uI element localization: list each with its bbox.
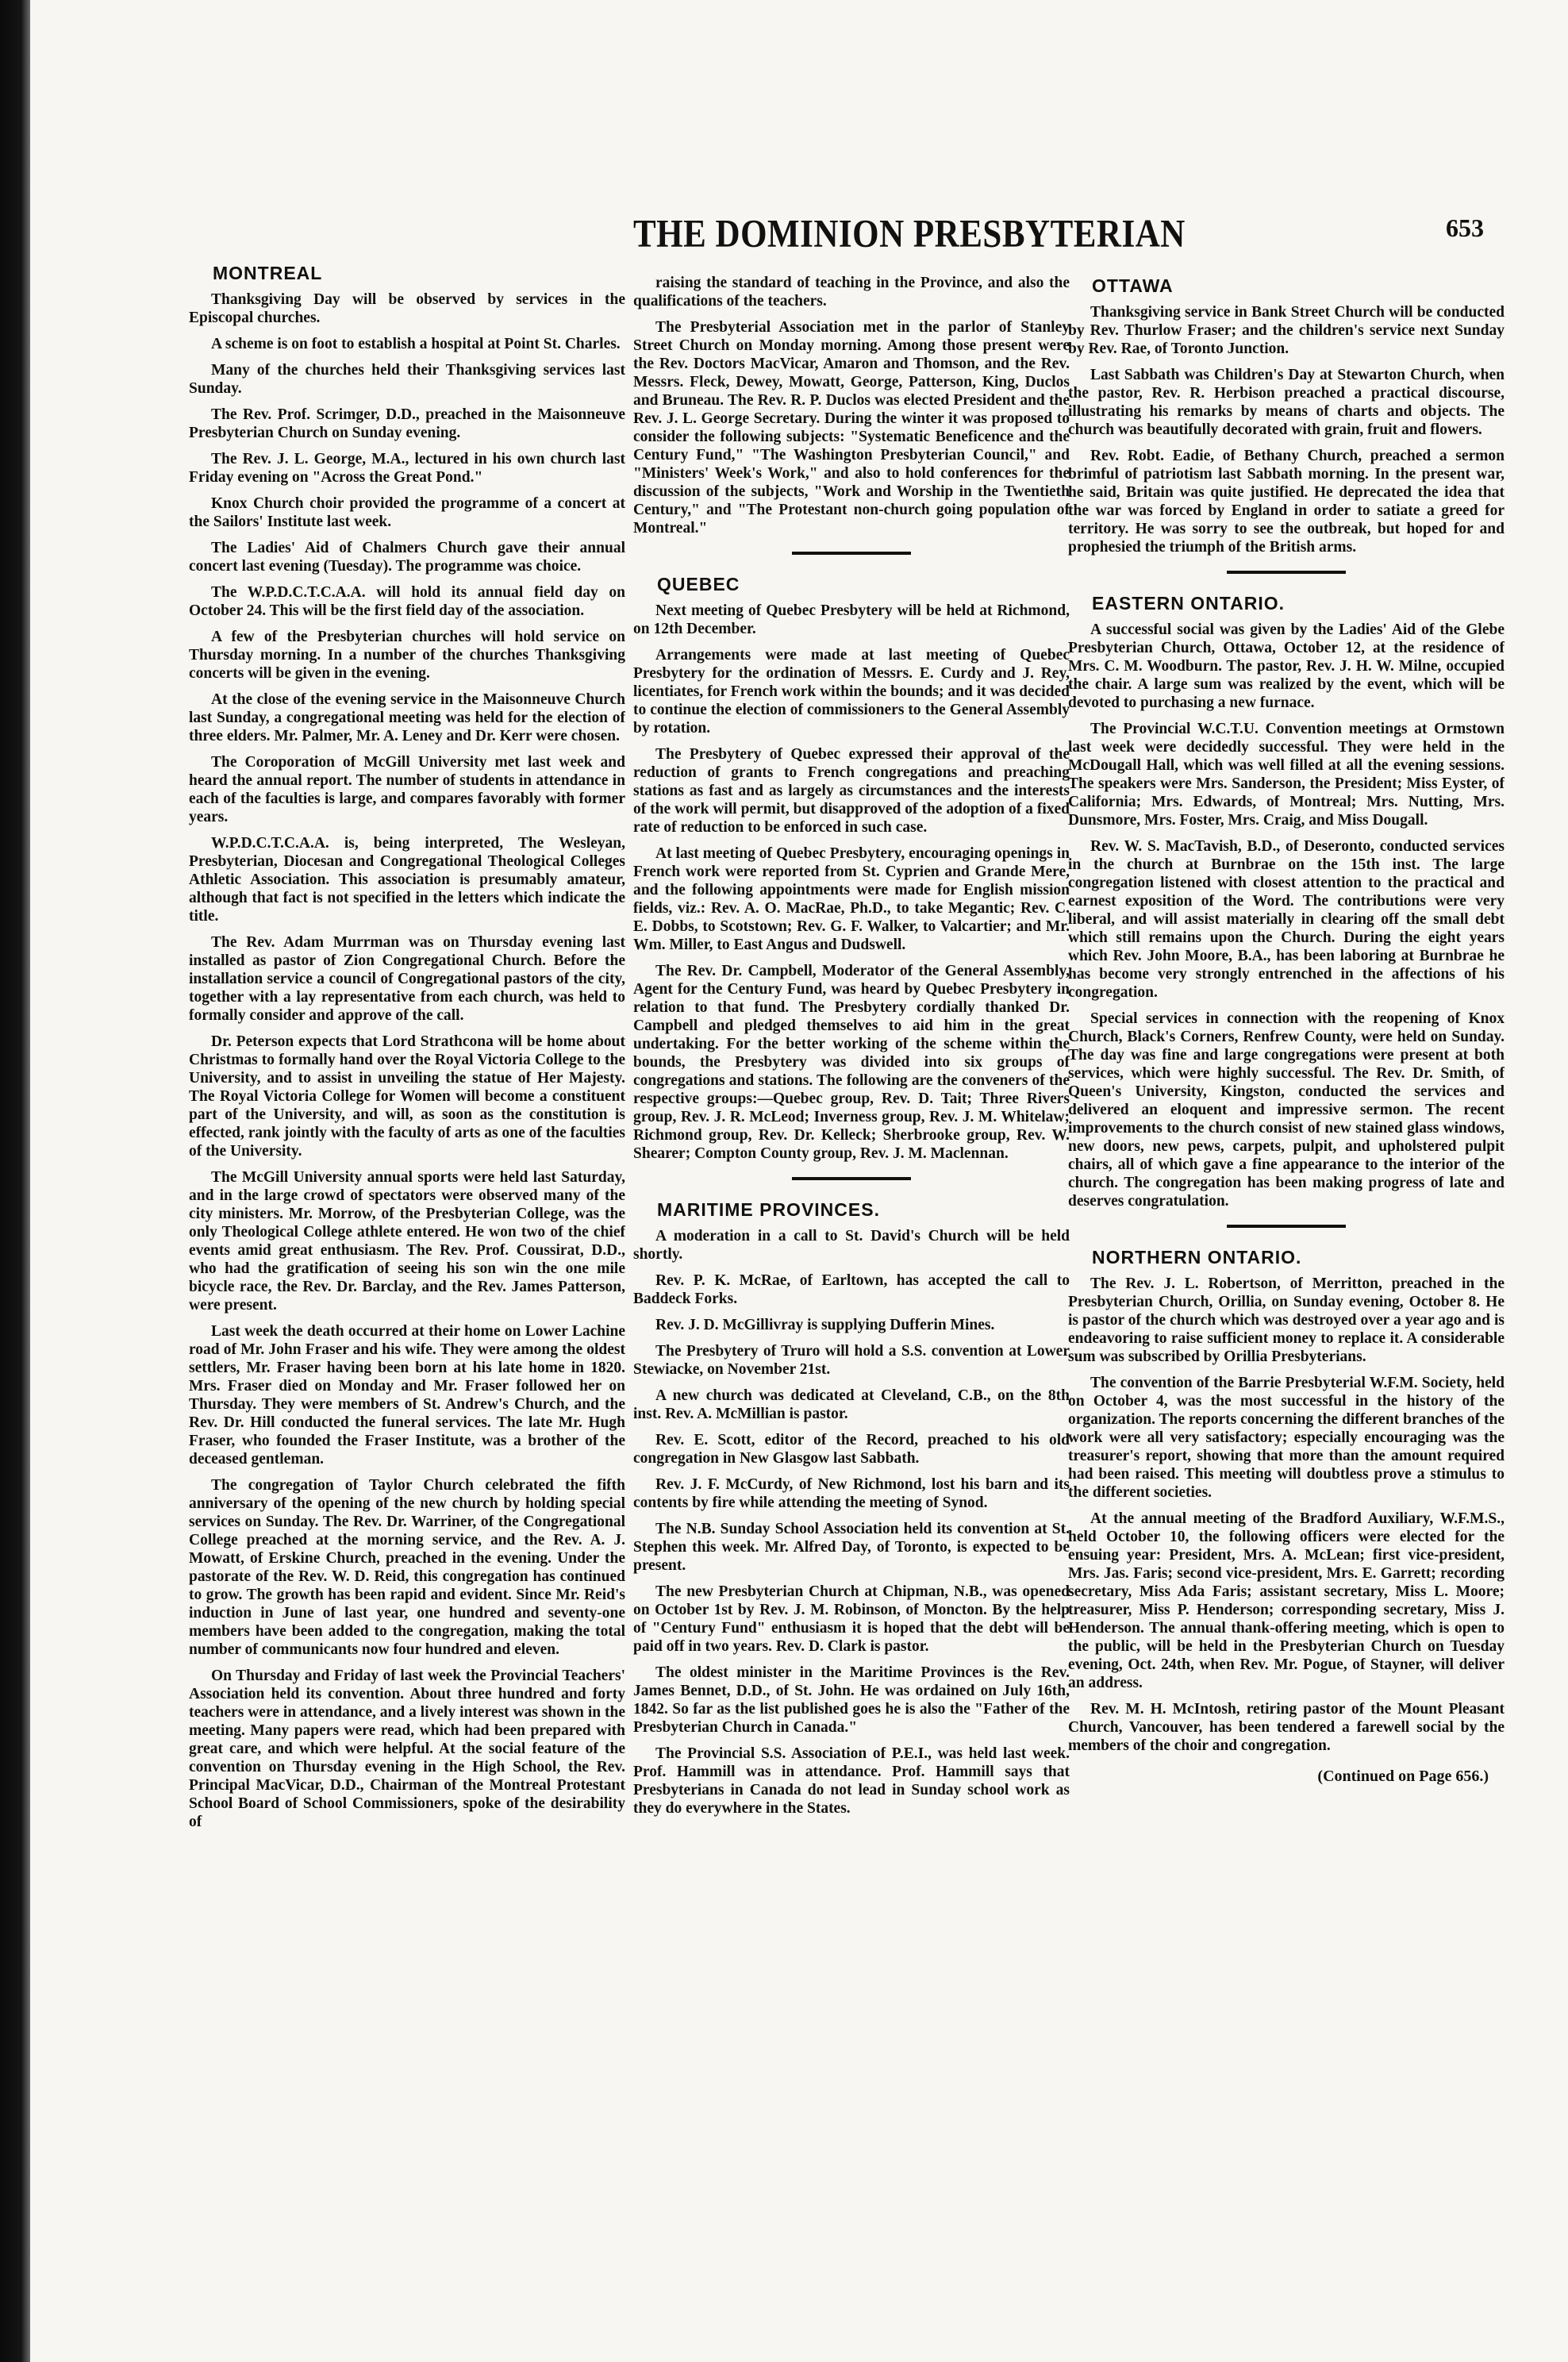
news-paragraph: The Presbytery of Truro will hold a S.S. convention at Lower Stewiacke, on November 21st. xyxy=(633,1343,1070,1378)
news-paragraph: The Ladies' Aid of Chalmers Church gave their annual concert last evening (Tuesday). The programme was choice. xyxy=(189,540,625,575)
news-paragraph: Thanksgiving Day will be observed by services in the Episcopal churches. xyxy=(189,291,625,326)
section-heading: QUEBEC xyxy=(657,574,740,594)
news-paragraph: At the close of the evening service in the Maisonneuve Church last Sunday, a congregational meeting was held for the election of three elders. Mr. Palmer, Mr. A. Leney and Dr. Kerr were chosen. xyxy=(189,691,625,744)
news-paragraph: Special services in connection with the reopening of Knox Church, Black's Corners, Renfrew County, were held on Sunday. The day was fine and large congregations were present at both services, which were highly successful. The Rev. Dr. Smith, of Queen's University, Kingston, conducted the services and delivered an eloquent and impressive sermon. The recent improvements to the church consist of new stained glass windows, new doors, new pews, carpets, pulpit, and upholstered pulpit chairs, all of which gave a fine appearance to the interior of the church. The congregation has been making progress of late and deserves congratulation. xyxy=(1068,1010,1505,1210)
news-paragraph: Arrangements were made at last meeting of Quebec Presbytery for the ordination of Messrs. E. Curdy and J. Rey, licentiates, for French work within the bounds; and it was decided to continue the election of commissioners to the General Assembly by rotation. xyxy=(633,647,1070,737)
news-paragraph: The new Presbyterian Church at Chipman, N.B., was opened on October 1st by Rev. J. M. Robinson, of Moncton. By the help of "Century Fund" enthusiasm it is hoped that the debt will be paid off in two years. Rev. D. Clark is pastor. xyxy=(633,1583,1070,1655)
news-paragraph: Rev. Robt. Eadie, of Bethany Church, preached a sermon brimful of patriotism last Sabbath morning. In the present war, he said, Britain was quite justified. He deprecated the idea that the war was forced by England in order to satiate a greed for territory. He was sorry to see the outbreak, but hoped for and prophesied the triumph of the British arms. xyxy=(1068,448,1505,556)
section-heading: NORTHERN ONTARIO. xyxy=(1092,1247,1302,1268)
news-paragraph: Rev. J. F. McCurdy, of New Richmond, lost his barn and its contents by fire while attending the meeting of Synod. xyxy=(633,1476,1070,1511)
news-paragraph: A new church was dedicated at Cleveland, C.B., on the 8th inst. Rev. A. McMillian is pastor. xyxy=(633,1387,1070,1422)
section-heading: OTTAWA xyxy=(1092,275,1174,296)
news-paragraph: Thanksgiving service in Bank Street Church will be conducted by Rev. Thurlow Fraser; and the children's service next Sunday by Rev. Rae, of Toronto Junction. xyxy=(1068,304,1505,357)
news-paragraph: Rev. W. S. MacTavish, B.D., of Deseronto, conducted services in the church at Burnbrae on the 15th inst. The large congregation listened with closest attention to the practical and earnest exposition of the Word. The contributions were very liberal, and will assist materially in clearing off the small debt which still remains upon the Church. During the eight years which Rev. John Moore, B.A., has been laboring at Burnbrae he has become very strongly entrenched in the affections of his congregation. xyxy=(1068,838,1505,1001)
news-paragraph: The convention of the Barrie Presbyterial W.F.M. Society, held on October 4, was the most successful in the history of the organization. The reports concerning the different branches of the work were all very satisfactory; especially encouraging was the treasurer's report, showing that more than the amount required had been raised. This meeting will doubtless prove a stimulus to the different societies. xyxy=(1068,1375,1505,1501)
section-heading: EASTERN ONTARIO. xyxy=(1092,593,1286,614)
column-right xyxy=(1068,274,1505,2179)
section-divider xyxy=(1227,571,1346,574)
section-divider xyxy=(1227,1225,1346,1228)
section-divider xyxy=(792,552,911,555)
news-paragraph: Rev. P. K. McRae, of Earltown, has accepted the call to Baddeck Forks. xyxy=(633,1272,1070,1307)
news-paragraph: A successful social was given by the Ladies' Aid of the Glebe Presbyterian Church, Ottawa, October 12, at the residence of Mrs. C. M. Woodburn. The pastor, Rev. J. H. W. Milne, occupied the chair. A large sum was realized by the event, which will be devoted to purchasing a new furnace. xyxy=(1068,621,1505,711)
news-paragraph: A few of the Presbyterian churches will hold service on Thursday morning. In a number of the churches Thanksgiving concerts will be given in the evening. xyxy=(189,629,625,682)
news-paragraph: The Provincial S.S. Association of P.E.I., was held last week. Prof. Hammill was in attendance. Prof. Hammill says that Presbyterians in Canada do not lead in Sunday school work as they do everywhere in the States. xyxy=(633,1745,1070,1817)
page-number: 653 xyxy=(1446,214,1484,242)
newspaper-page xyxy=(189,210,1505,2210)
news-paragraph: The Rev. J. L. George, M.A., lectured in his own church last Friday evening on "Across the Great Pond." xyxy=(189,451,625,486)
news-paragraph: Next meeting of Quebec Presbytery will be held at Richmond, on 12th December. xyxy=(633,602,1070,637)
continued-note: (Continued on Page 656.) xyxy=(1317,1768,1489,1785)
news-paragraph: The Presbyterial Association met in the parlor of Stanley Street Church on Monday morning. Among those present were the Rev. Doctors MacVicar, Amaron and Thomson, and the Rev. Messrs. Fleck, Dewey, Mowatt, George, Patterson, King, Duclos and Bruneau. The Rev. R. P. Duclos was elected President and the Rev. J. L. George Secretary. During the winter it was proposed to consider the following subjects: "Systematic Beneficence and the Century Fund," "The Washington Presbyterian Council," and "Ministers' Week's Work," and also to hold conferences for the discussion of the subjects, "Work and Worship in the Twentieth Century," and "The Protestant non-church going population of Montreal." xyxy=(633,319,1070,537)
page-header xyxy=(189,210,1490,258)
news-paragraph: W.P.D.C.T.C.A.A. is, being interpreted, The Wesleyan, Presbyterian, Diocesan and Congregational Theological Colleges Athletic Association. This association is presumably amateur, although that fact is not specified in the letters which indicate the title. xyxy=(189,835,625,925)
section-heading: MONTREAL xyxy=(213,263,323,283)
column-middle xyxy=(633,274,1070,2179)
section-heading: MARITIME PROVINCES. xyxy=(657,1199,880,1220)
news-paragraph: At the annual meeting of the Bradford Auxiliary, W.F.M.S., held October 10, the following officers were elected for the ensuing year: President, Mrs. A. McLean; first vice-president, Mrs. Jas. Faris; second vice-president, Mrs. E. Garrett; recording secretary, Miss Ada Faris; assistant secretary, Miss L. Moore; treasurer, Miss P. Henderson; corresponding secretary, Miss J. Henderson. The annual thank-offering meeting, which is open to the public, will be held in the Presbyterian Church on Tuesday evening, Oct. 24th, when Rev. Mr. Pogue, of Stayner, will deliver an address. xyxy=(1068,1510,1505,1691)
page-leaf xyxy=(30,0,1568,2362)
section-divider xyxy=(792,1177,911,1180)
column-left xyxy=(189,261,625,2166)
news-paragraph: The Presbytery of Quebec expressed their approval of the reduction of grants to French congregations and preaching stations as fast and as largely as circumstances and the interests of the work will permit, but disapproved of the adoption of a fixed rate of reduction to be enforced in such case. xyxy=(633,746,1070,836)
news-paragraph: The Rev. Adam Murrman was on Thursday evening last installed as pastor of Zion Congregational Church. Before the installation service a council of Congregational pastors of the city, together with a lay representative from each church, was held to formally consider and approve of the call. xyxy=(189,934,625,1024)
scan-edge xyxy=(0,0,30,2362)
news-paragraph: The Rev. Dr. Campbell, Moderator of the General Assembly, Agent for the Century Fund, was heard by Quebec Presbytery in relation to that fund. The Presbytery cordially thanked Dr. Campbell and pledged themselves to aid him in the great undertaking. For the better working of the scheme within the bounds, the Presbytery was divided into six groups of congregations and stations. The following are the conveners of the respective groups:—Quebec group, Rev. D. Tait; Three Rivers group, Rev. J. R. McLeod; Inverness group, Rev. J. M. Whitelaw; Richmond group, Rev. Dr. Kelleck; Sherbrooke group, Rev. W. Shearer; Compton County group, Rev. J. M. Maclennan. xyxy=(633,963,1070,1162)
news-paragraph: Last Sabbath was Children's Day at Stewarton Church, when the pastor, Rev. R. Herbison preached a practical discourse, illustrating his remarks by means of charts and objects. The church was beautifully decorated with grain, fruit and flowers. xyxy=(1068,367,1505,438)
news-paragraph: At last meeting of Quebec Presbytery, encouraging openings in French work were reported from St. Cyprien and Grande Mere, and the following appointments were made for English mission fields, viz.: Rev. A. O. MacRae, Ph.D., to take Megantic; Rev. C. E. Dobbs, to Scotstown; Rev. G. F. Walker, to Valcartier; and Mr. Wm. Miller, to East Angus and Dudswell. xyxy=(633,845,1070,953)
news-paragraph: raising the standard of teaching in the Province, and also the qualifications of the teachers. xyxy=(633,275,1070,310)
masthead-title: THE DOMINION PRESBYTERIAN xyxy=(633,213,1186,256)
news-paragraph: The oldest minister in the Maritime Provinces is the Rev. James Bennet, D.D., of St. John. He was ordained on July 16th, 1842. So far as the list published goes he is also the "Father of the Presbyterian Church in Canada." xyxy=(633,1664,1070,1736)
news-paragraph: The Rev. J. L. Robertson, of Merritton, preached in the Presbyterian Church, Orillia, on Sunday evening, October 8. He is pastor of the church which was destroyed over a year ago and is endeavoring to raise sufficient money to replace it. A considerable sum was subscribed by Orillia Presbyterians. xyxy=(1068,1275,1505,1365)
news-paragraph: The congregation of Taylor Church celebrated the fifth anniversary of the opening of the new church by holding special services on Sunday. The Rev. Dr. Warriner, of the Congregational College preached at the morning service, and the Rev. A. J. Mowatt, of Erskine Church, preached in the evening. Under the pastorate of the Rev. W. D. Reid, this congregation has continued to grow. The growth has been rapid and evident. Since Mr. Reid's induction in June of last year, one hundred and seventy-one members have been added to the congregation, making the total number of communicants now four hundred and eleven. xyxy=(189,1477,625,1658)
news-paragraph: On Thursday and Friday of last week the Provincial Teachers' Association held its convention. About three hundred and forty teachers were in attendance, and a lively interest was shown in the meeting. Many papers were read, which had been prepared with great care, and which were helpful. At the social feature of the convention on Thursday evening in the High School, the Rev. Principal MacVicar, D.D., Chairman of the Montreal Protestant School Board of School Commissioners, spoke of the desirability of xyxy=(189,1668,625,1830)
news-paragraph: The N.B. Sunday School Association held its convention at St. Stephen this week. Mr. Alfred Day, of Toronto, is expected to be present. xyxy=(633,1521,1070,1574)
news-paragraph: Dr. Peterson expects that Lord Strathcona will be home about Christmas to formally hand over the Royal Victoria College to the University, and to assist in unveiling the statue of Her Majesty. The Royal Victoria College for Women will become a constituent part of the University, and will, as soon as the constitution is effected, rank jointly with the faculty of arts as one of the faculties of the University. xyxy=(189,1033,625,1160)
news-paragraph: A moderation in a call to St. David's Church will be held shortly. xyxy=(633,1228,1070,1263)
news-paragraph: The McGill University annual sports were held last Saturday, and in the large crowd of spectators were observed many of the city ministers. Mr. Morrow, of the Presbyterian College, was the only Theological College athlete entered. He won two of the chief events amid great enthusiasm. The Rev. Prof. Coussirat, D.D., who had the gratification of seeing his son win the one mile bicycle race, the Rev. Dr. Barclay, and the Rev. James Patterson, were present. xyxy=(189,1169,625,1314)
news-paragraph: The Provincial W.C.T.U. Convention meetings at Ormstown last week were decidedly successful. They were held in the McDougall Hall, which was well filled at all the evening sessions. The speakers were Mrs. Sanderson, the President; Miss Eyster, of California; Mrs. Edwards, of Montreal; Mrs. Nutting, Mrs. Dunsmore, Mrs. Foster, Mrs. Craig, and Miss Dougall. xyxy=(1068,721,1505,829)
news-paragraph: The W.P.D.C.T.C.A.A. will hold its annual field day on October 24. This will be the first field day of the association. xyxy=(189,584,625,619)
news-paragraph: Rev. M. H. McIntosh, retiring pastor of the Mount Pleasant Church, Vancouver, has been tendered a farewell social by the members of the choir and congregation. xyxy=(1068,1701,1505,1754)
news-paragraph: A scheme is on foot to establish a hospital at Point St. Charles. xyxy=(211,336,621,352)
news-paragraph: Knox Church choir provided the programme of a concert at the Sailors' Institute last week. xyxy=(189,495,625,530)
news-paragraph: Last week the death occurred at their home on Lower Lachine road of Mr. John Fraser and his wife. They were among the oldest settlers, Mr. Fraser having been born at his late home in 1820. Mrs. Fraser died on Monday and Mr. Fraser followed her on Thursday. They were members of St. Andrew's Church, and the Rev. Dr. Hill conducted the funeral services. The late Mr. Hugh Fraser, who founded the Fraser Institute, was a brother of the deceased gentleman. xyxy=(189,1323,625,1468)
news-paragraph: The Coroporation of McGill University met last week and heard the annual report. The number of students in attendance in each of the faculties is large, and compares favorably with former years. xyxy=(189,754,625,825)
news-paragraph: Many of the churches held their Thanksgiving services last Sunday. xyxy=(189,362,625,397)
news-paragraph: The Rev. Prof. Scrimger, D.D., preached in the Maisonneuve Presbyterian Church on Sunday evening. xyxy=(189,406,625,441)
news-paragraph: Rev. E. Scott, editor of the Record, preached to his old congregation in New Glasgow last Sabbath. xyxy=(633,1432,1070,1467)
news-paragraph: Rev. J. D. McGillivray is supplying Dufferin Mines. xyxy=(655,1317,995,1333)
